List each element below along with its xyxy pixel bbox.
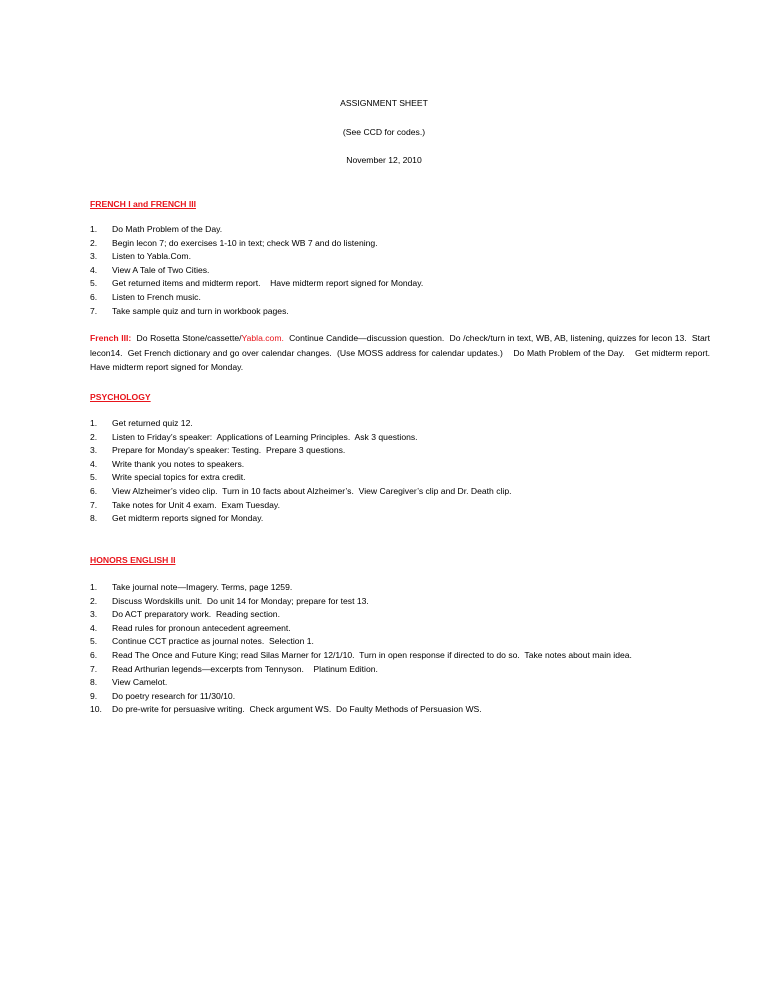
item-text: View A Tale of Two Cities. xyxy=(112,264,210,275)
list-item xyxy=(90,650,710,664)
french-iii-label: French III: xyxy=(90,333,132,343)
psychology-list xyxy=(90,418,710,527)
french-iii-text-a: Do Rosetta Stone/cassette/ xyxy=(131,333,242,343)
list-item xyxy=(90,677,710,691)
list-item xyxy=(90,500,710,514)
list-item xyxy=(90,623,710,637)
french-heading: FRENCH I and FRENCH III xyxy=(90,199,196,209)
item-number: 6. xyxy=(90,291,98,302)
document-title: ASSIGNMENT SHEET xyxy=(340,98,428,108)
item-number: 3. xyxy=(90,251,98,262)
item-text: Read The Once and Future King; read Silas Marner for 12/1/10. Turn in open response if directed to do so. Take notes about main idea. xyxy=(112,649,632,660)
item-number: 4. xyxy=(90,622,98,633)
item-text: Read Arthurian legends—excerpts from Tennyson. Platinum Edition. xyxy=(112,663,378,674)
list-item xyxy=(90,224,710,238)
item-number: 6. xyxy=(90,485,98,496)
list-item xyxy=(90,636,710,650)
list-item xyxy=(90,432,710,446)
list-item xyxy=(90,691,710,705)
item-text: Write special topics for extra credit. xyxy=(112,472,246,483)
item-number: 3. xyxy=(90,609,98,620)
item-number: 5. xyxy=(90,278,98,289)
item-text: Do Math Problem of the Day. xyxy=(112,224,223,234)
list-item xyxy=(90,596,710,610)
item-text: View Camelot. xyxy=(112,677,168,688)
list-item xyxy=(90,486,710,500)
yabla-link[interactable]: Yabla.com. xyxy=(241,333,284,343)
item-number: 4. xyxy=(90,264,98,275)
item-text: Take sample quiz and turn in workbook pages. xyxy=(112,305,289,316)
list-item xyxy=(90,265,710,279)
item-text: Take notes for Unit 4 exam. Exam Tuesday. xyxy=(112,499,280,510)
item-number: 7. xyxy=(90,499,98,510)
item-number: 4. xyxy=(90,458,98,469)
list-item xyxy=(90,292,710,306)
list-item xyxy=(90,472,710,486)
item-text: Take journal note—Imagery. Terms, page 1259. xyxy=(112,582,293,592)
item-text: Begin lecon 7; do exercises 1-10 in text; check WB 7 and do listening. xyxy=(112,237,378,248)
list-item xyxy=(90,238,710,252)
list-item xyxy=(90,306,710,320)
list-item xyxy=(90,609,710,623)
item-number: 7. xyxy=(90,305,98,316)
item-number: 2. xyxy=(90,431,98,442)
item-number: 9. xyxy=(90,690,98,701)
item-text: Read rules for pronoun antecedent agreement. xyxy=(112,622,291,633)
item-text: Do pre-write for persuasive writing. Check argument WS. Do Faulty Methods of Persuasion WS. xyxy=(112,704,482,715)
item-number: 2. xyxy=(90,595,98,606)
document-subtitle: (See CCD for codes.) xyxy=(342,127,426,137)
english-list xyxy=(90,582,710,718)
item-text: Get returned quiz 12. xyxy=(112,418,193,428)
item-text: Listen to French music. xyxy=(112,291,201,302)
french-iii-text-b: Continue Candide—discussion question. Do /check/turn in text, WB, AB, listening, quizzes for lecon 13. Start lecon14. Get French dictionary and go over calendar changes. (Use MOSS address for calendar updates.) Do Math Problem of the Day. Get midterm report. Have midterm report signed for Monday. xyxy=(90,333,720,372)
list-item xyxy=(90,582,710,596)
item-number: 10. xyxy=(90,704,102,715)
item-text: Continue CCT practice as journal notes. Selection 1. xyxy=(112,636,314,647)
item-text: Do ACT preparatory work. Reading section. xyxy=(112,609,280,620)
item-number: 5. xyxy=(90,472,98,483)
item-number: 3. xyxy=(90,445,98,456)
item-number: 7. xyxy=(90,663,98,674)
item-number: 8. xyxy=(90,677,98,688)
list-item xyxy=(90,704,710,718)
item-number: 2. xyxy=(90,237,98,248)
item-text: Prepare for Monday’s speaker: Testing. Prepare 3 questions. xyxy=(112,445,346,456)
english-heading: HONORS ENGLISH II xyxy=(90,555,176,565)
list-item xyxy=(90,418,710,432)
item-text: Listen to Yabla.Com. xyxy=(112,251,191,262)
item-number: 1. xyxy=(90,418,98,428)
list-item xyxy=(90,459,710,473)
list-item xyxy=(90,664,710,678)
french-iii-paragraph xyxy=(90,331,720,375)
psychology-heading: PSYCHOLOGY xyxy=(90,392,151,402)
list-item xyxy=(90,445,710,459)
list-item xyxy=(90,278,710,292)
item-text: Write thank you notes to speakers. xyxy=(112,458,245,469)
item-number: 8. xyxy=(90,513,98,524)
list-item xyxy=(90,251,710,265)
item-text: View Alzheimer’s video clip. Turn in 10 facts about Alzheimer’s. View Caregiver’s clip and Dr. Death clip. xyxy=(112,485,512,496)
item-text: Discuss Wordskills unit. Do unit 14 for Monday; prepare for test 13. xyxy=(112,595,369,606)
french-list xyxy=(90,224,710,319)
item-text: Listen to Friday’s speaker: Applications of Learning Principles. Ask 3 questions. xyxy=(112,431,418,442)
item-number: 1. xyxy=(90,582,98,592)
item-number: 6. xyxy=(90,649,98,660)
item-text: Get returned items and midterm report. Have midterm report signed for Monday. xyxy=(112,278,424,289)
item-number: 5. xyxy=(90,636,98,647)
item-text: Get midterm reports signed for Monday. xyxy=(112,513,264,524)
document-date: November 12, 2010 xyxy=(346,155,422,165)
item-number: 1. xyxy=(90,224,98,234)
item-text: Do poetry research for 11/30/10. xyxy=(112,690,236,701)
list-item xyxy=(90,513,710,527)
